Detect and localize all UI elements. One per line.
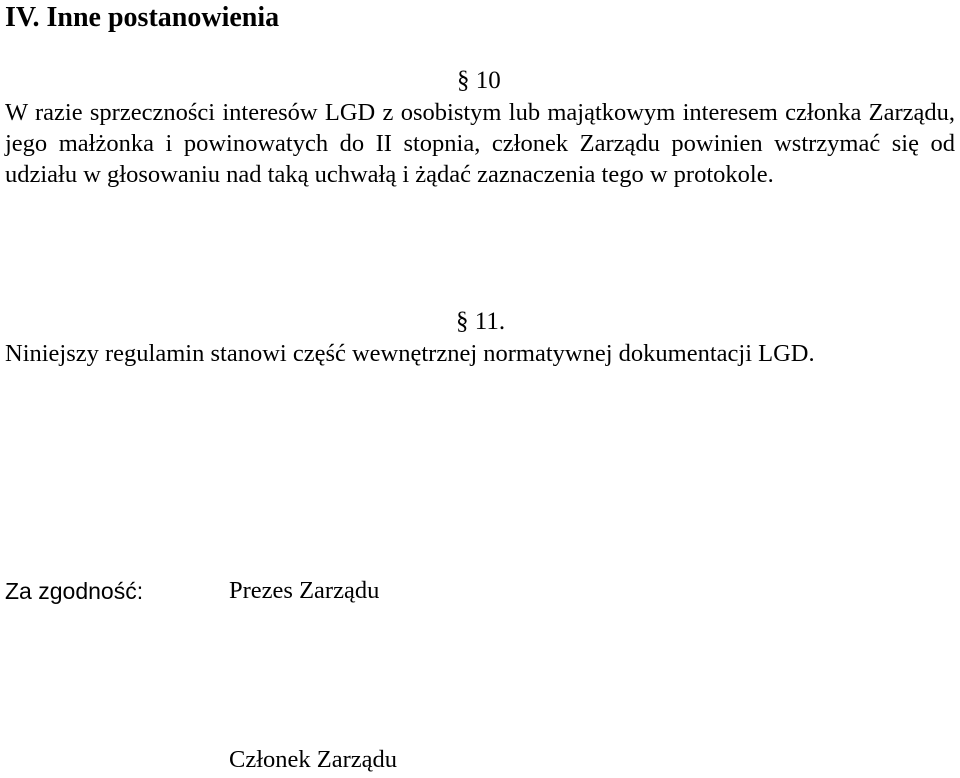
member-signature-label: Członek Zarządu [229, 746, 398, 773]
paragraph-mark-10: § 10 [457, 67, 501, 94]
conformity-label: Za zgodność: [5, 578, 144, 604]
section-heading: IV. Inne postanowienia [5, 2, 280, 33]
paragraph-10-text: W razie sprzeczności interesów LGD z osobistym lub majątkowym interesem członka Zarządu, jego małżonka i powinowatych do II stopnia, członek Zarządu powinien wstrzymać się od udziału w głosowaniu nad taką uchwałą i żądać zaznaczenia tego w protokole. [5, 99, 955, 188]
paragraph-11-text: Niniejszy regulamin stanowi część wewnętrznej normatywnej dokumentacji LGD. [5, 340, 815, 367]
president-signature-label: Prezes Zarządu [229, 577, 380, 604]
paragraph-mark-11: § 11. [456, 308, 506, 335]
